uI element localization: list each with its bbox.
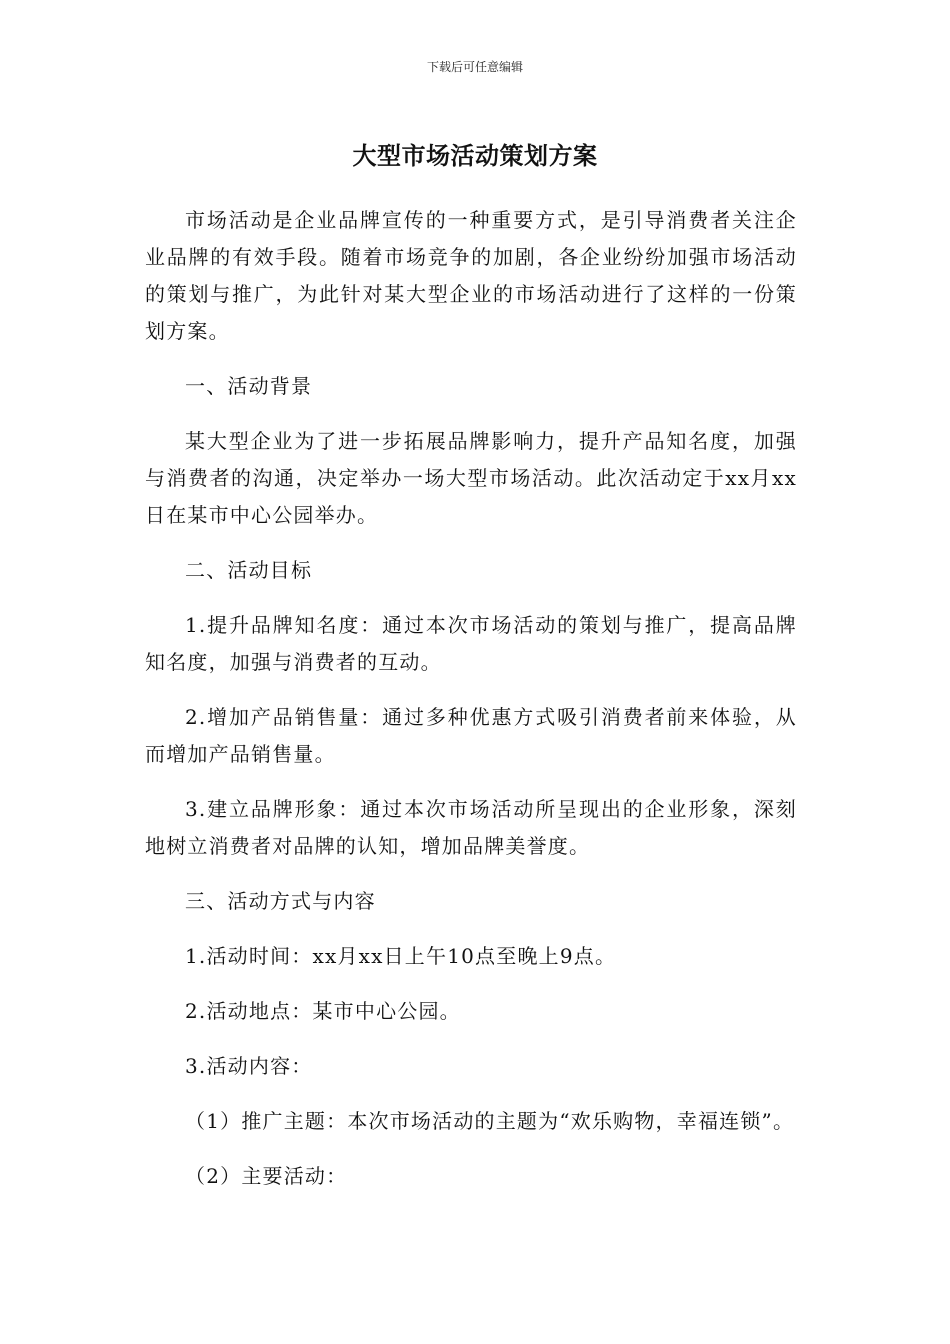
document-body [145, 202, 797, 1213]
goal-item-sales: 2.增加产品销售量：通过多种优惠方式吸引消费者前来体验，从而增加产品销售量。 [145, 705, 797, 766]
method-item-content: 3.活动内容： [185, 1054, 313, 1078]
document-title: 大型市场活动策划方案 [352, 142, 598, 170]
intro-paragraph: 市场活动是企业品牌宣传的一种重要方式，是引导消费者关注企业品牌的有效手段。随着市场竞争的加剧，各企业纷纷加强市场活动的策划与推广，为此针对某大型企业的市场活动进行了这样的一份策划方案。 [145, 208, 797, 343]
section-heading-goals: 二、活动目标 [185, 558, 313, 582]
method-item-time: 1.活动时间：xx月xx日上午10点至晚上9点。 [185, 944, 617, 968]
header-note: 下载后可任意编辑 [426, 60, 523, 74]
section-heading-background: 一、活动背景 [185, 374, 313, 398]
content-subitem-theme: （1）推广主题：本次市场活动的主题为“欢乐购物，幸福连锁”。 [185, 1109, 795, 1133]
background-paragraph: 某大型企业为了进一步拓展品牌影响力，提升产品知名度，加强与消费者的沟通，决定举办一场大型市场活动。此次活动定于xx月xx日在某市中心公园举办。 [145, 429, 797, 527]
section-heading-methods: 三、活动方式与内容 [185, 889, 376, 913]
goal-item-brand-image: 3.建立品牌形象：通过本次市场活动所呈现出的企业形象，深刻地树立消费者对品牌的认知，增加品牌美誉度。 [145, 797, 797, 858]
goal-item-brand-awareness: 1.提升品牌知名度：通过本次市场活动的策划与推广，提高品牌知名度，加强与消费者的互动。 [145, 613, 797, 674]
content-subitem-main-activities: （2）主要活动： [185, 1164, 348, 1188]
method-item-location: 2.活动地点：某市中心公园。 [185, 999, 461, 1023]
